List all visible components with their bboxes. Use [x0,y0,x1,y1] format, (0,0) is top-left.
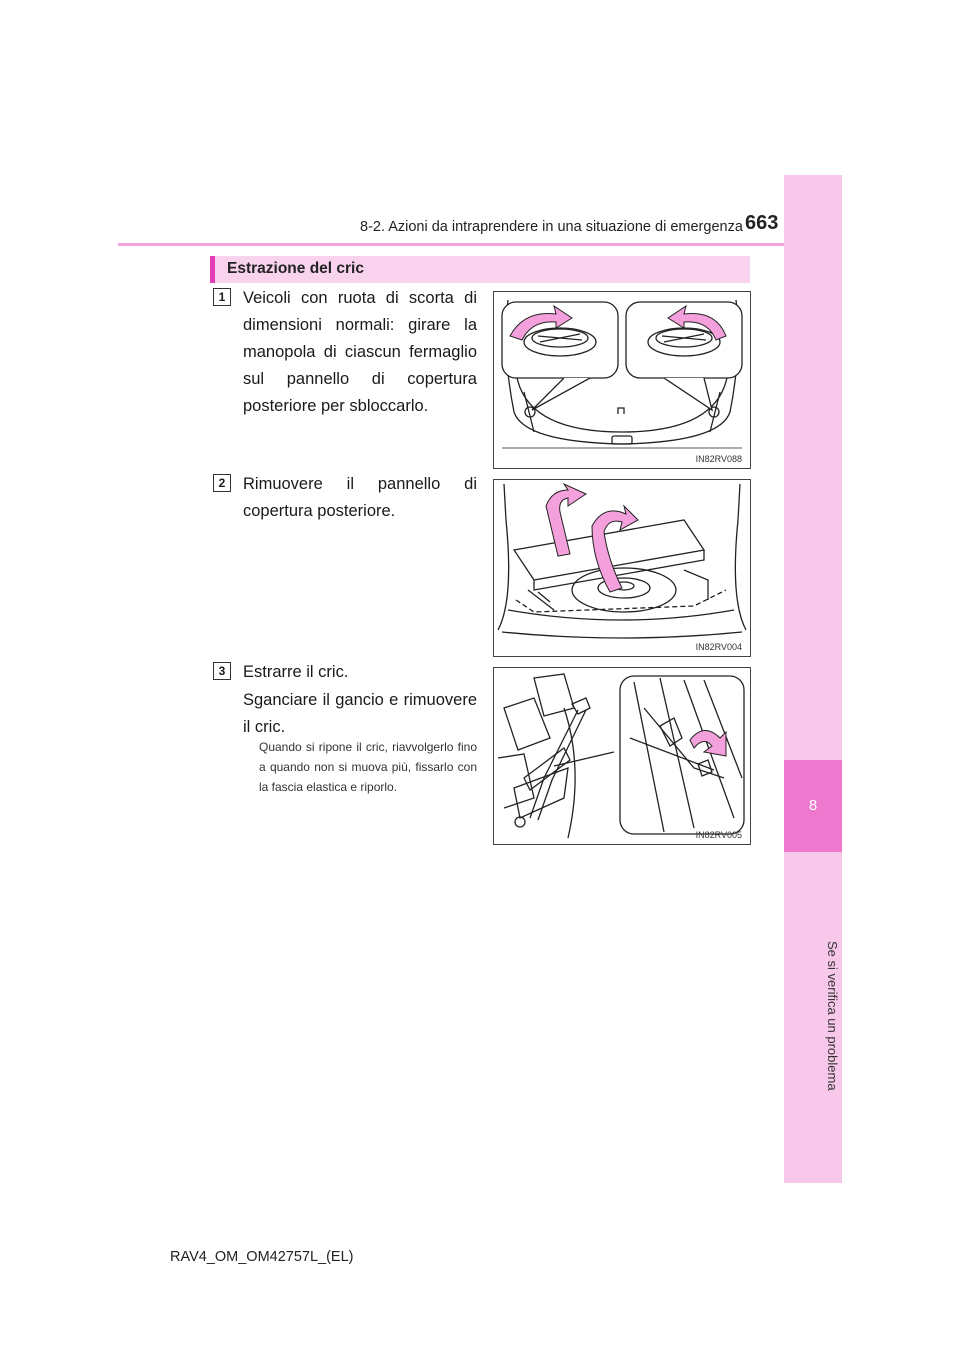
chapter-label: Se si verifica un problema [825,941,840,1091]
step-number-1: 1 [213,288,231,306]
figure-step-1 [493,291,751,469]
step-number-3: 3 [213,662,231,680]
figure-code-2: IN82RV004 [695,642,742,652]
figure-code-1: IN82RV088 [695,454,742,464]
jack-extraction-illustration [494,668,750,844]
page-number: 663 [745,212,779,234]
figure-code-3: IN82RV005 [695,830,742,840]
step-text-1: Veicoli con ruota di scorta di dimensioni normali: girare la manopola di ciascun fermaglio sul pannello di copertura posteriore per sbloccarlo. [243,289,477,415]
step-note-3: Quando si ripone il cric, riavvolgerlo fino a quando non si muova più, fissarlo con la fascia elastica e riporlo. [259,740,477,794]
trunk-cover-clips-illustration [494,292,750,468]
figure-step-2 [493,479,751,657]
header-title: 8-2. Azioni da intraprendere in una situazione di emergenza [360,219,743,235]
step-number-2: 2 [213,474,231,492]
section-heading-accent [210,256,215,283]
footer-document-code: RAV4_OM_OM42757L_(EL) [170,1249,354,1265]
header-rule [118,243,784,246]
figure-step-3 [493,667,751,845]
section-heading-text: Estrazione del cric [227,260,364,277]
step-subtext-3: Sganciare il gancio e rimuovere il cric. [243,691,477,736]
chapter-number: 8 [808,797,818,814]
step-text-3: Estrarre il cric. [243,663,349,681]
cover-removal-illustration [494,480,750,656]
section-heading [210,256,750,283]
step-text-2: Rimuovere il pannello di copertura posteriore. [243,475,477,520]
